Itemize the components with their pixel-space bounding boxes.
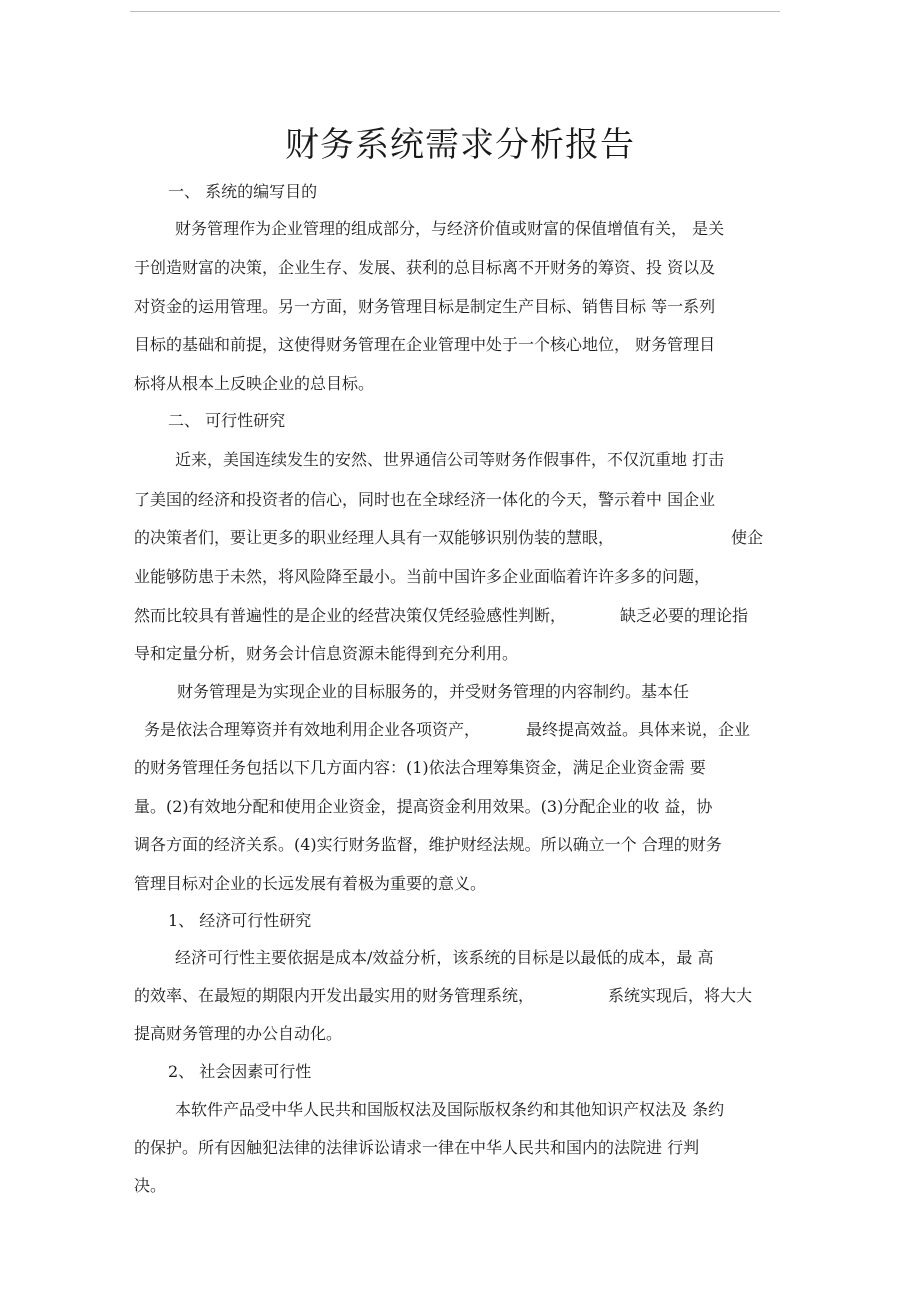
document-title: 财务系统需求分析报告 xyxy=(285,125,635,165)
body-line: 决。 xyxy=(134,1176,167,1195)
subsection-heading: 1、 经济可行性研究 xyxy=(168,911,312,930)
section-heading: 一、 系统的编写目的 xyxy=(168,182,318,201)
body-line: 量。(2)有效地分配和使用企业资金，提高资金利用效果。(3)分配企业的收 益，协 xyxy=(134,797,713,816)
body-line: 的效率、在最短的期限内开发出最实用的财务管理系统， xyxy=(134,986,535,1005)
body-line: 近来，美国连续发生的安然、世界通信公司等财务作假事件，不仅沉重地 打击 xyxy=(175,450,725,469)
body-line: 管理目标对企业的长远发展有着极为重要的意义。 xyxy=(134,874,487,893)
body-line: 的决策者们，要让更多的职业经理人具有一双能够识别伪装的慧眼， xyxy=(134,528,615,547)
body-line: 提高财务管理的办公自动化。 xyxy=(134,1024,343,1043)
body-line: 经济可行性主要依据是成本/效益分析，该系统的目标是以最低的成本，最 高 xyxy=(175,948,714,967)
body-line: 本软件产品受中华人民共和国版权法及国际版权条约和其他知识产权法及 条约 xyxy=(175,1100,725,1119)
body-line: 缺乏必要的理论指 xyxy=(620,606,749,625)
section-heading: 二、 可行性研究 xyxy=(168,411,286,430)
body-line: 对资金的运用管理。另一方面，财务管理目标是制定生产目标、销售目标 等一系列 xyxy=(134,297,716,316)
header-rule xyxy=(130,11,780,12)
body-line: 财务管理作为企业管理的组成部分，与经济价值或财富的保值增值有关， 是关 xyxy=(175,219,725,238)
body-line: 目标的基础和前提，这使得财务管理在企业管理中处于一个核心地位， 财务管理目 xyxy=(134,335,716,354)
body-line: 最终提高效益。具体来说，企业 xyxy=(526,720,751,739)
body-line: 标将从根本上反映企业的总目标。 xyxy=(134,374,375,393)
subsection-heading: 2、 社会因素可行性 xyxy=(168,1062,312,1081)
body-line: 使企 xyxy=(731,528,764,547)
body-line: 务是依法合理筹资并有效地利用企业各项资产， xyxy=(144,720,481,739)
body-line: 调各方面的经济关系。(4)实行财务监督，维护财经法规。所以确立一个 合理的财务 xyxy=(134,835,722,854)
body-line: 业能够防患于未然，将风险降至最小。当前中国许多企业面临着许许多多的问题， xyxy=(134,567,711,586)
body-line: 于创造财富的决策，企业生存、发展、获利的总目标离不开财务的筹资、投 资以及 xyxy=(134,258,716,277)
body-line: 财务管理是为实现企业的目标服务的，并受财务管理的内容制约。基本任 xyxy=(177,682,690,701)
body-line: 的财务管理任务包括以下几方面内容：(1)依法合理筹集资金，满足企业资金需 要 xyxy=(134,758,706,777)
body-line: 然而比较具有普遍性的是企业的经营决策仅凭经验感性判断， xyxy=(134,606,567,625)
body-line: 的保护。所有因触犯法律的法律诉讼请求一律在中华人民共和国内的法院进 行判 xyxy=(134,1138,700,1157)
body-line: 导和定量分析，财务会计信息资源未能得到充分利用。 xyxy=(134,644,519,663)
body-line: 系统实现后，将大大 xyxy=(608,986,753,1005)
body-line: 了美国的经济和投资者的信心，同时也在全球经济一体化的今天，警示着中 国企业 xyxy=(134,490,716,509)
